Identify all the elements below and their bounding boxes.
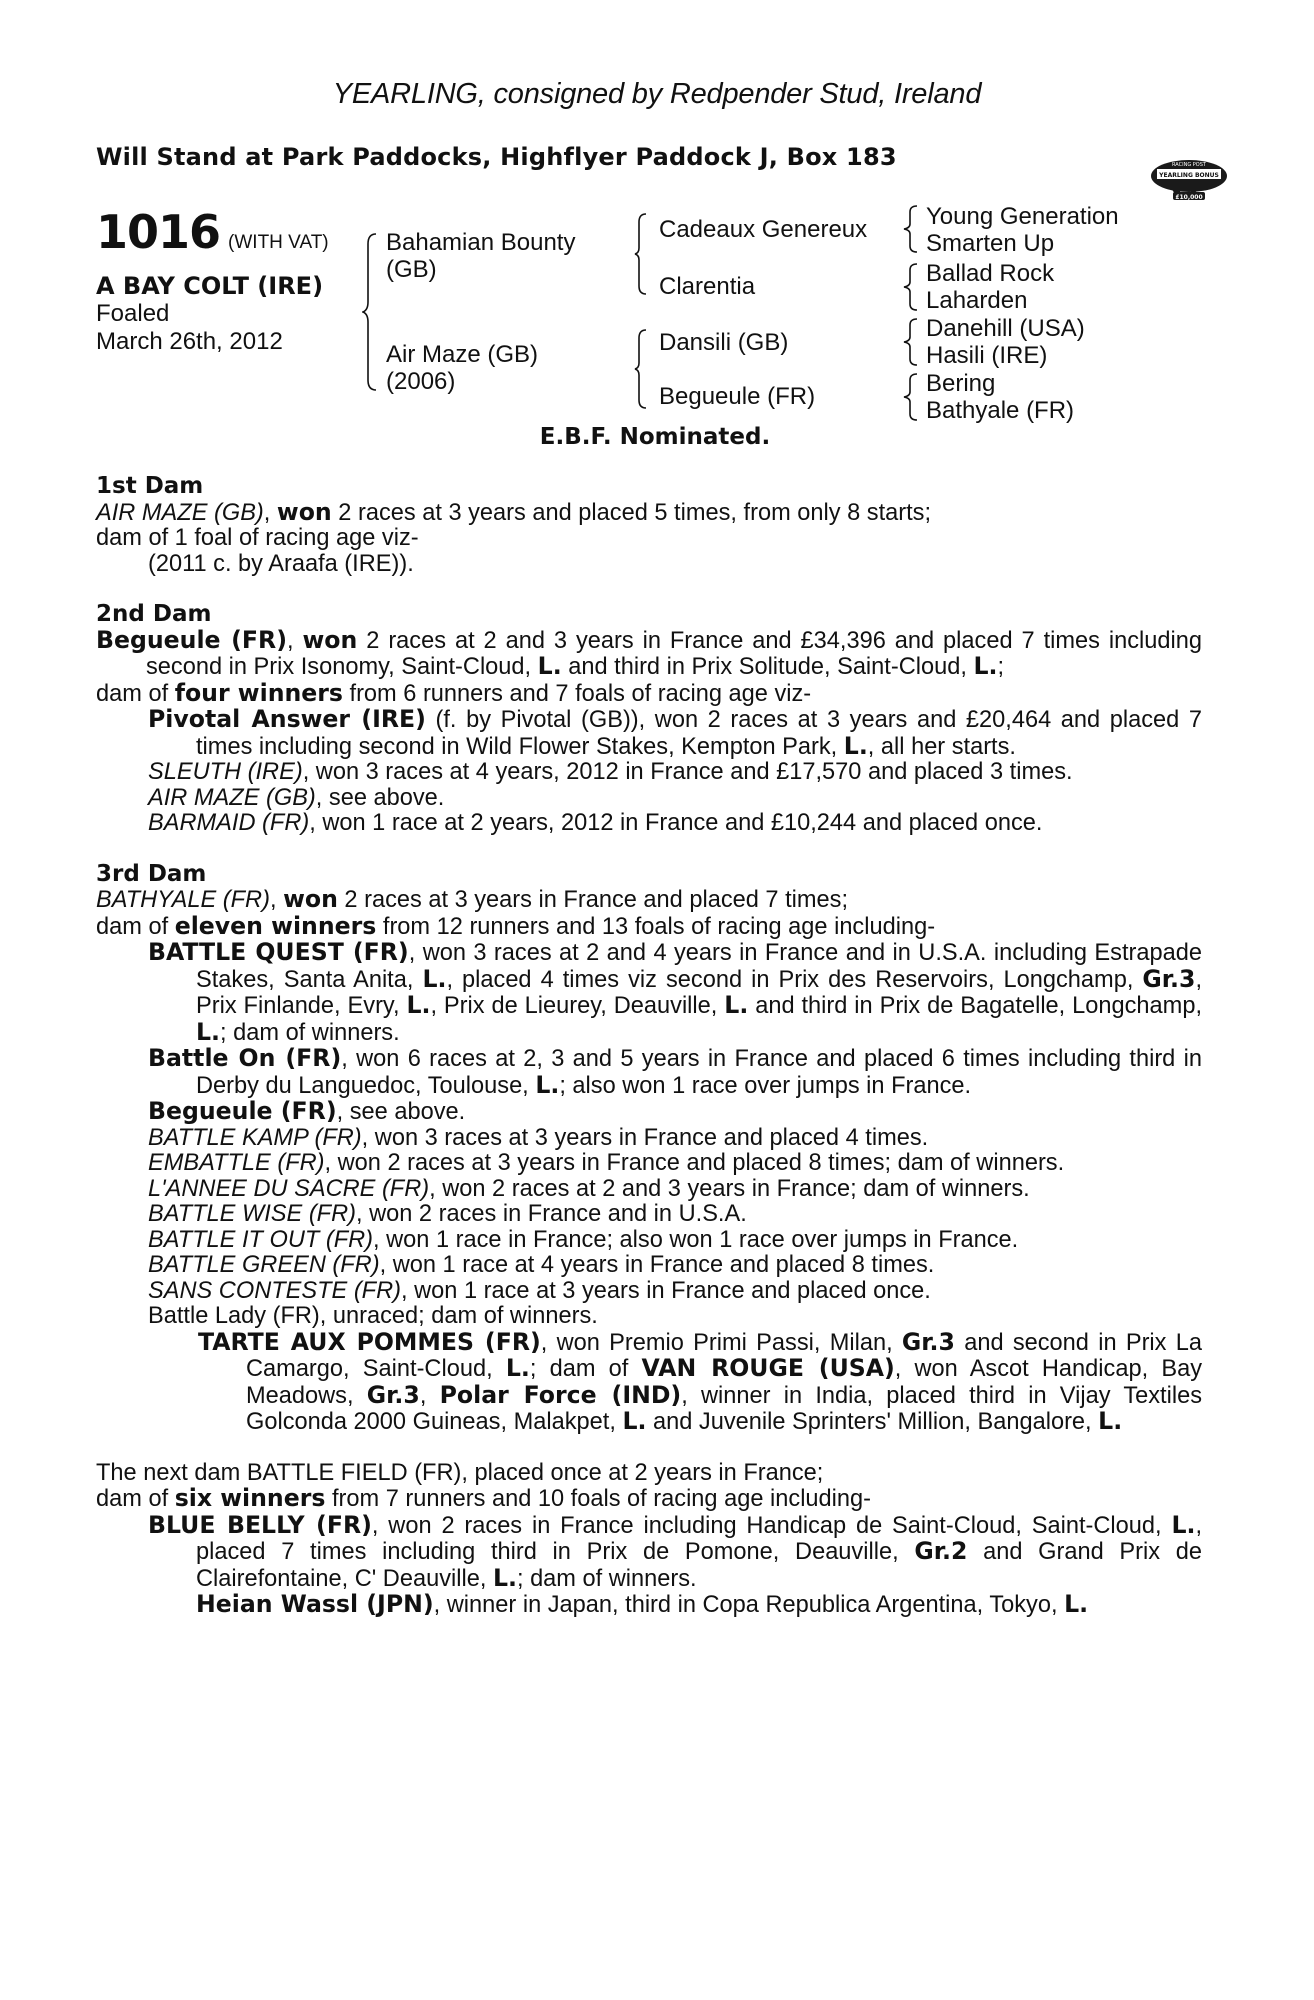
lot-number: 1016 [96,205,221,259]
progeny-pivotal-answer [96,707,1202,760]
second-dam-dam-of [96,678,1202,708]
first-dam-heading: 1st Dam [96,473,204,499]
pedigree-brace-1 [362,232,382,392]
pedigree-brace-3b [903,262,921,312]
progeny-name: BLUE BELLY (FR) [148,1510,372,1539]
listed-mark: L. [1098,1407,1123,1435]
progeny-text: , Prix Finlande, Evry, [196,966,1202,1019]
progeny-battle-lady: Battle Lady (FR), unraced; dam of winners. [148,1303,598,1329]
listed-mark: L. [406,991,431,1019]
progeny-text: , won Ascot Handicap, Bay Meadows, [246,1356,1202,1409]
dam-of-post: from 12 runners and 13 foals of racing age including- [376,913,936,940]
progeny-text: , winner in Japan, third in Copa Republica Argentina, Tokyo, [433,1592,1065,1618]
dam-of-post: from 6 runners and 7 foals of racing age viz- [342,680,812,707]
progeny-name: BATTLE KAMP (FR) [148,1124,362,1151]
progeny-text: ; dam of winners. [220,1019,400,1046]
progeny-text: and Grand Prix de Clairefontaine, C' Deauville, [196,1539,1202,1592]
pedigree-sire-dam: Clarentia [659,273,756,300]
progeny-name: BATTLE GREEN (FR) [148,1252,380,1278]
progeny-name: BARMAID (FR) [148,810,310,836]
progeny-name: SANS CONTESTE (FR) [148,1277,401,1304]
pedigree-gg3: Ballad Rock [926,260,1055,287]
listed-mark: L. [422,964,447,993]
progeny-text: , placed 4 times viz second in Prix des Reservoirs, Longchamp, [446,966,1143,993]
progeny-name: Begueule (FR) [148,1097,337,1125]
progeny-text: , won 6 races at 2, 3 and 5 years in France and placed 6 times including third in Derby du Languedoc, Toulouse, [196,1046,1202,1099]
progeny-name: VAN ROUGE (USA) [641,1354,895,1382]
progeny-battle-kamp [96,1126,1202,1152]
pedigree-sire: Bahamian Bounty [386,229,576,256]
progeny-text: , see above. [315,784,445,811]
progeny-battle-wise [96,1202,1202,1228]
pedigree-gg8: Bathyale (FR) [926,397,1075,424]
third-dam-heading: 3rd Dam [96,860,207,887]
listed-mark: L. [537,652,562,680]
pedigree-dam-sire: Dansili (GB) [659,329,789,356]
progeny-barmaid [96,811,1202,837]
horse-description: A BAY COLT (IRE) [96,272,324,300]
progeny-text: , won 2 races in France including Handicap de Saint-Cloud, Saint-Cloud, [371,1512,1172,1539]
dam-of-pre: dam of [96,913,175,940]
progeny-text: , won 2 races in France and in U.S.A. [355,1201,747,1227]
progeny-lannee-du-sacre [96,1177,1202,1203]
progeny-battle-quest [96,940,1202,1046]
catalogue-body [96,474,1202,1619]
pedigree-gg4: Laharden [926,287,1028,314]
listed-mark: L. [535,1070,560,1099]
first-dam-dam-of: dam of 1 foal of racing age viz- [96,525,419,551]
lot-vat: (WITH VAT) [228,232,329,253]
dam-of-bold: four winners [174,678,343,707]
progeny-name: Pivotal Answer (IRE) [148,705,426,733]
pedigree-dam-year: (2006) [386,368,456,395]
progeny-text: , placed 7 times including third in Prix de Pomone, Deauville, [196,1512,1202,1565]
pedigree-gg6: Hasili (IRE) [926,342,1048,369]
progeny-name: L'ANNEE DU SACRE (FR) [148,1175,430,1202]
page-title: YEARLING, consigned by Redpender Stud, Ireland [332,78,982,110]
third-dam-name: BATHYALE (FR) [96,887,270,913]
progeny-tarte-aux-pommes [96,1327,1202,1436]
progeny-text: , won 1 race at 2 years, 2012 in France and £10,244 and placed once. [309,810,1043,836]
dam-of-bold: eleven winners [174,911,377,940]
next-dam-dam-of [96,1486,1202,1513]
horse-badge-icon [1149,148,1229,204]
progeny-text: and second in Prix La Camargo, Saint-Cloud, [246,1329,1202,1382]
progeny-text: , Prix de Lieurey, Deauville, [430,993,725,1019]
pedigree-dam-dam: Begueule (FR) [659,383,816,410]
group-mark: Gr.3 [901,1327,955,1356]
progeny-text: (f. by Pivotal (GB)), won 2 races at 3 years and £20,464 and placed 7 times including second in Wild Flower Stakes, Kempton Park, [196,707,1202,760]
progeny-name: BATTLE IT OUT (FR) [148,1226,374,1253]
first-dam-text: 2 races at 3 years and placed 5 times, from only 8 starts; [331,499,932,526]
listed-mark: L. [724,991,749,1019]
first-dam-name: AIR MAZE (GB) [96,499,264,526]
progeny-name: Heian Wassl (JPN) [196,1590,434,1618]
progeny-text: , won 2 races at 2 and 3 years in France; dam of winners. [429,1175,1030,1202]
progeny-battle-it-out [96,1228,1202,1254]
pedigree-gg5: Danehill (USA) [926,315,1085,342]
dam-of-bold: six winners [174,1484,326,1512]
first-dam-won: won [276,497,332,526]
progeny-embattle [96,1151,1202,1177]
progeny-text: , winner in India, placed third in Vijay Textiles Golconda 2000 Guineas, Malakpet, [246,1382,1202,1435]
first-dam-line: AIR MAZE (GB), won 2 races at 3 years and placed 5 times, from only 8 starts; [96,497,932,526]
progeny-sans-conteste [96,1279,1202,1305]
progeny-name: EMBATTLE (FR) [148,1150,325,1176]
pedigree-gg1: Young Generation [926,203,1119,230]
progeny-begueule [96,1099,1202,1126]
progeny-name: AIR MAZE (GB) [148,784,316,811]
progeny-sleuth [96,760,1202,786]
dam-of-pre: dam of [96,1486,175,1512]
progeny-battle-green [96,1253,1202,1279]
pedigree-brace-3c [903,317,921,367]
second-dam-text-a: 2 races at 2 and 3 years in France and £34,396 and placed 7 times including second in Prix Isonomy, Saint-Cloud, [146,627,1203,680]
listed-mark: L. [1064,1590,1089,1618]
listed-mark: L. [505,1354,530,1382]
badge-amount-text: £10,000 [1175,194,1203,201]
foaled-block [96,300,283,356]
progeny-text: , see above. [336,1099,466,1125]
pedigree-gg2: Smarten Up [926,230,1055,257]
second-dam-text-c: ; [997,654,1005,680]
listed-mark: L. [622,1407,647,1435]
listed-mark: L. [196,1017,220,1046]
pedigree-brace-3a [903,204,921,254]
progeny-blue-belly [96,1510,1202,1593]
progeny-name: BATTLE QUEST (FR) [148,938,409,966]
progeny-text: , won 3 races at 3 years in France and placed 4 times. [361,1124,929,1151]
second-dam-won: won [302,625,358,654]
group-mark: Gr.2 [914,1537,968,1565]
second-dam-heading: 2nd Dam [96,601,212,627]
pedigree-brace-2a [634,212,650,296]
group-mark: Gr.3 [366,1380,420,1409]
listed-mark: L. [973,652,998,680]
listed-mark: L. [492,1563,517,1592]
third-dam-text: 2 races at 3 years in France and placed 7 times; [337,887,849,913]
progeny-text: , won 1 race at 4 years in France and placed 8 times. [379,1252,935,1278]
second-dam-text-b: and third in Prix Solitude, Saint-Cloud, [561,654,974,680]
progeny-name: BATTLE WISE (FR) [148,1201,356,1227]
progeny-text: , won 3 races at 2 and 4 years in France and in U.S.A. including Estrapade Stakes, Santa Anita, [196,940,1202,993]
progeny-battle-on [96,1046,1202,1099]
dam-of-pre: dam of [96,680,175,707]
progeny-text: ; dam of [529,1356,642,1382]
progeny-text: , won 1 race at 3 years in France and placed once. [401,1277,931,1304]
second-dam-line: Begueule (FR), won 2 races at 2 and 3 years in France and £34,396 and placed 7 times including second in Prix Isonomy, Saint-Cloud, L. and third in Prix Solitude, Saint-Cloud, L.; [96,625,1203,680]
group-mark: Gr.3 [1142,964,1196,993]
badge-top-text: RACING POST [1172,162,1206,168]
progeny-text: , won 1 race in France; also won 1 race over jumps in France. [373,1226,1019,1253]
foaled-date: March 26th, 2012 [96,328,283,355]
progeny-text: , won 3 races at 4 years, 2012 in France and £17,570 and placed 3 times. [302,759,1073,785]
progeny-name: Battle On (FR) [148,1044,342,1072]
second-dam-name: Begueule (FR) [96,625,288,654]
stand-location: Will Stand at Park Paddocks, Highflyer Paddock J, Box 183 [96,143,897,171]
progeny-name: SLEUTH (IRE) [148,759,303,785]
progeny-text: ; also won 1 race over jumps in France. [559,1072,972,1099]
third-dam-line: BATHYALE (FR), won 2 races at 3 years in France and placed 7 times; [96,885,849,913]
listed-mark: L. [843,731,868,760]
third-dam-won: won [283,885,338,913]
progeny-heian-wassl [96,1592,1202,1619]
pedigree-gg7: Bering [926,370,996,397]
progeny-air-maze [96,786,1202,812]
ebf-text: E.B.F. Nominated. [539,424,771,450]
progeny-name: Polar Force (IND) [439,1380,682,1409]
progeny-text: ; dam of winners. [516,1565,697,1592]
progeny-text: and third in Prix de Bagatelle, Longchamp, [748,993,1203,1019]
progeny-name: TARTE AUX POMMES (FR) [198,1327,541,1356]
progeny-text: , all her starts. [867,733,1016,760]
badge-mid-text: YEARLING BONUS [1159,172,1219,179]
progeny-text: , [419,1382,440,1409]
progeny-text: , won 2 races at 3 years in France and placed 8 times; dam of winners. [324,1150,1065,1176]
listed-mark: L. [1171,1510,1196,1539]
yearling-bonus-badge [1149,148,1229,209]
first-dam-foal: (2011 c. by Araafa (IRE)). [148,550,414,577]
progeny-text: , won Premio Primi Passi, Milan, [540,1329,902,1356]
pedigree-brace-2b [634,328,650,410]
ebf-nominated [0,424,1314,450]
pedigree-sire-sire: Cadeaux Genereux [659,216,868,243]
pedigree-dam: Air Maze (GB) [386,341,539,368]
dam-of-post: from 7 runners and 10 foals of racing age including- [325,1486,872,1512]
next-dam-intro: The next dam BATTLE FIELD (FR), placed once at 2 years in France; [96,1459,824,1486]
lot-number-block [96,205,329,259]
progeny-text: and Juvenile Sprinters' Million, Bangalore, [646,1409,1099,1435]
pedigree-brace-3d [903,372,921,422]
foaled-label: Foaled [96,300,170,327]
third-dam-dam-of [96,911,1202,941]
pedigree-sire-country: (GB) [386,256,437,283]
